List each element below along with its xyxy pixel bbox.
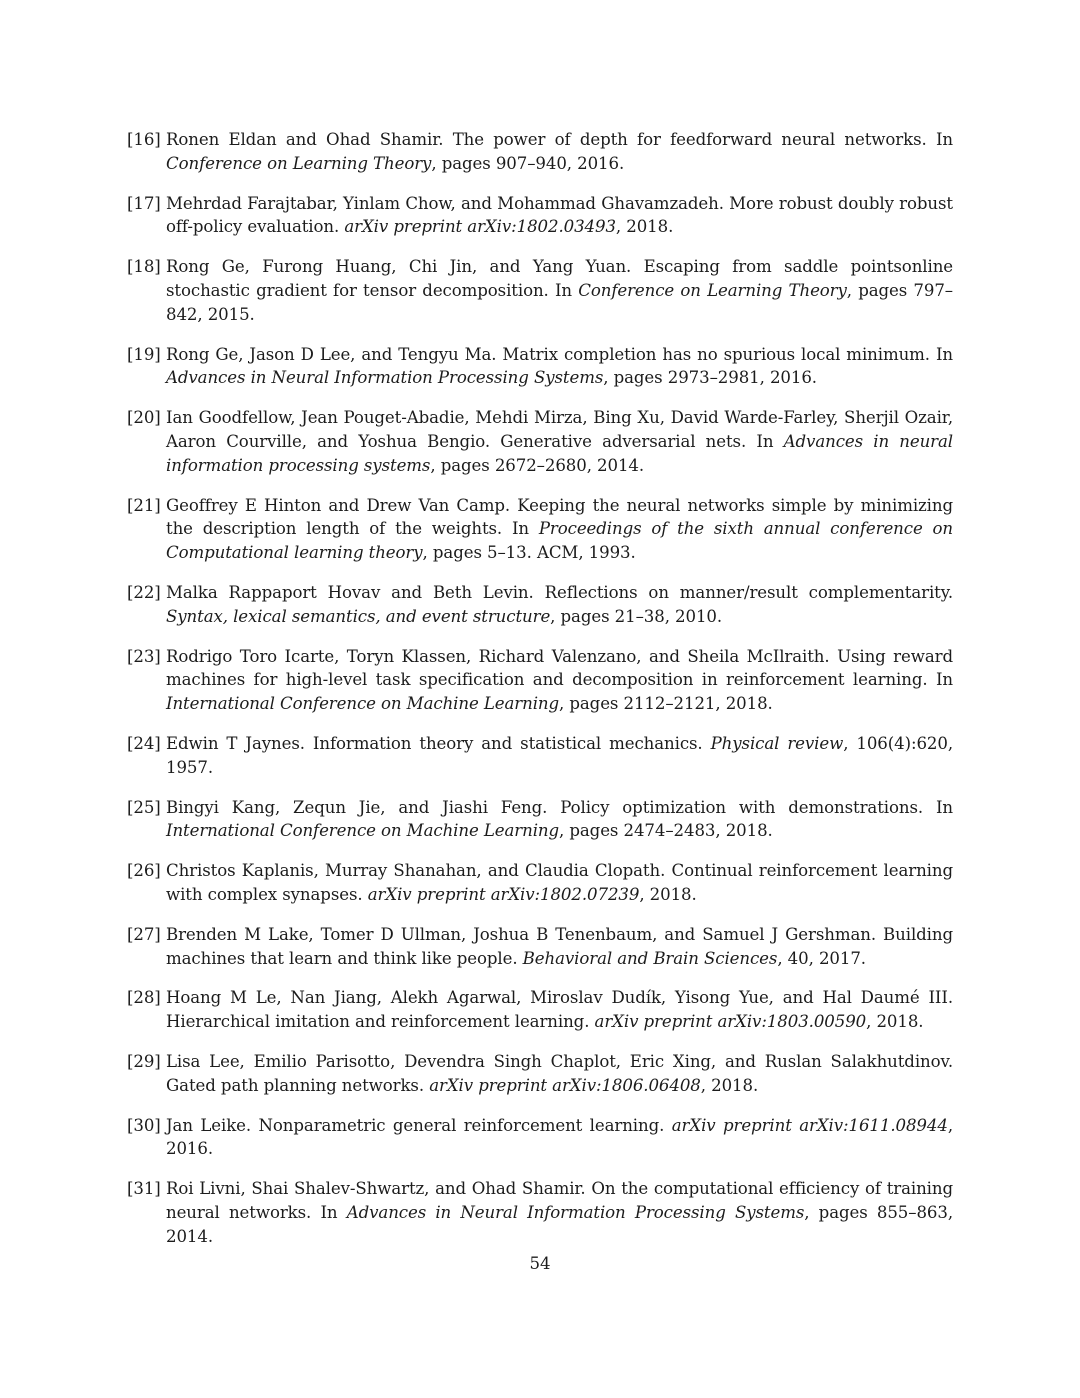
reference-item [127, 343, 953, 391]
reference-venue: International Conference on Machine Learning [166, 694, 560, 714]
reference-authors-title: Edwin T Jaynes. Information theory and statistical mechanics. [166, 733, 711, 753]
page-number: 54 [529, 1254, 551, 1273]
reference-number: [23] [127, 646, 161, 666]
reference-authors-title: Ian Goodfellow, Jean Pouget-Abadie, Mehdi Mirza, Bing Xu, David Warde-Farley, Sherjil Ozair, Aaron Courville, and Yoshua Bengio. Generative adversarial nets. In [166, 408, 953, 451]
reference-number: [26] [127, 861, 161, 881]
reference-authors-title: Mehrdad Farajtabar, Yinlam Chow, and Mohammad Ghavamzadeh. More robust doubly robust off-policy evaluation. [166, 193, 953, 237]
reference-number: [29] [127, 1051, 161, 1071]
reference-venue: Proceedings of the sixth annual conference on Computational learning theory [166, 519, 953, 563]
reference-item [127, 1177, 953, 1248]
reference-item [127, 128, 953, 176]
reference-authors-title: Malka Rappaport Hovav and Beth Levin. Reflections on manner/result complementarity. [166, 582, 953, 602]
reference-details: , pages 907–940, 2016. [431, 153, 625, 173]
reference-details: , pages 2973–2981, 2016. [603, 368, 817, 388]
reference-venue: arXiv preprint arXiv:1803.00590 [594, 1012, 867, 1032]
reference-item [127, 406, 953, 477]
reference-number: [19] [127, 344, 161, 364]
reference-venue: arXiv preprint arXiv:1611.08944 [671, 1115, 948, 1135]
reference-details: , 2018. [615, 217, 674, 237]
reference-item [127, 796, 953, 844]
reference-venue: Behavioral and Brain Sciences [522, 948, 778, 968]
reference-item [127, 1114, 953, 1162]
reference-authors-title: Roi Livni, Shai Shalev-Shwartz, and Ohad Shamir. On the computational efficiency of training neural networks. In [166, 1179, 953, 1222]
reference-venue: Physical review [710, 733, 844, 753]
reference-venue: Conference on Learning Theory [166, 153, 432, 173]
reference-number: [31] [127, 1179, 161, 1199]
reference-details: , 106(4):620, 1957. [166, 733, 954, 777]
reference-number: [21] [127, 495, 161, 515]
reference-venue: Advances in neural information processing systems [166, 431, 953, 475]
reference-authors-title: Hoang M Le, Nan Jiang, Alekh Agarwal, Miroslav Dudík, Yisong Yue, and Hal Daumé III. Hierarchical imitation and reinforcement learning. [166, 988, 953, 1032]
reference-item [127, 255, 953, 326]
reference-authors-title: Rong Ge, Jason D Lee, and Tengyu Ma. Matrix completion has no spurious local minimum. In [166, 344, 953, 364]
reference-number: [27] [127, 924, 161, 944]
reference-venue: International Conference on Machine Learning [166, 821, 560, 841]
reference-authors-title: Rodrigo Toro Icarte, Toryn Klassen, Richard Valenzano, and Sheila McIlraith. Using reward machines for high-level task specification and decomposition in reinforcement learning. In [166, 646, 953, 690]
reference-details: , pages 855–863, 2014. [166, 1202, 953, 1246]
reference-list [127, 128, 953, 1264]
reference-authors-title: Jan Leike. Nonparametric general reinforcement learning. [166, 1115, 672, 1135]
reference-item [127, 986, 953, 1034]
reference-venue: Conference on Learning Theory [578, 280, 847, 300]
reference-authors-title: Ronen Eldan and Ohad Shamir. The power of depth for feedforward neural networks. In [166, 130, 953, 149]
reference-details: , 2018. [866, 1012, 924, 1032]
reference-authors-title: Brenden M Lake, Tomer D Ullman, Joshua B Tenenbaum, and Samuel J Gershman. Building machines that learn and think like people. [166, 924, 953, 968]
reference-venue: Advances in Neural Information Processing Systems [166, 368, 604, 388]
reference-number: [25] [127, 797, 161, 817]
reference-venue: Syntax, lexical semantics, and event structure [166, 606, 551, 626]
reference-item [127, 192, 953, 240]
reference-details: , pages 5–13. ACM, 1993. [422, 543, 636, 563]
reference-details: , 2018. [700, 1075, 759, 1095]
reference-venue: arXiv preprint arXiv:1806.06408 [429, 1075, 701, 1095]
reference-number: [18] [127, 257, 161, 277]
reference-venue: arXiv preprint arXiv:1802.03493 [344, 217, 616, 237]
reference-number: [30] [127, 1115, 161, 1135]
reference-authors-title: Bingyi Kang, Zequn Jie, and Jiashi Feng. Policy optimization with demonstrations. In [166, 797, 953, 817]
reference-item [127, 1050, 953, 1098]
reference-item [127, 859, 953, 907]
reference-details: , pages 2112–2121, 2018. [559, 694, 773, 714]
reference-number: [28] [127, 988, 161, 1008]
reference-item [127, 494, 953, 565]
reference-number: [16] [127, 130, 161, 149]
reference-venue: Advances in Neural Information Processing Systems [346, 1202, 805, 1222]
reference-details: , 40, 2017. [777, 948, 866, 968]
reference-authors-title: Christos Kaplanis, Murray Shanahan, and Claudia Clopath. Continual reinforcement learning with complex synapses. [166, 861, 953, 904]
reference-authors-title: Geoffrey E Hinton and Drew Van Camp. Keeping the neural networks simple by minimizing the description length of the weights. In [166, 495, 953, 539]
reference-venue: arXiv preprint arXiv:1802.07239 [367, 884, 640, 904]
reference-item [127, 645, 953, 716]
reference-item [127, 732, 953, 780]
reference-details: , 2016. [166, 1115, 953, 1159]
reference-details: , pages 2474–2483, 2018. [559, 821, 773, 841]
reference-details: , pages 2672–2680, 2014. [430, 455, 645, 475]
reference-item [127, 923, 953, 971]
reference-details: , 2018. [639, 884, 697, 904]
reference-item [127, 581, 953, 629]
reference-details: , pages 797–842, 2015. [166, 280, 953, 324]
reference-number: [24] [127, 733, 161, 753]
reference-authors-title: Rong Ge, Furong Huang, Chi Jin, and Yang Yuan. Escaping from saddle pointsonline stochastic gradient for tensor decomposition. In [166, 257, 953, 300]
reference-number: [20] [127, 408, 161, 428]
reference-authors-title: Lisa Lee, Emilio Parisotto, Devendra Singh Chaplot, Eric Xing, and Ruslan Salakhutdinov. Gated path planning networks. [166, 1051, 953, 1095]
reference-number: [22] [127, 582, 161, 602]
reference-number: [17] [127, 193, 161, 213]
reference-details: , pages 21–38, 2010. [550, 606, 723, 626]
